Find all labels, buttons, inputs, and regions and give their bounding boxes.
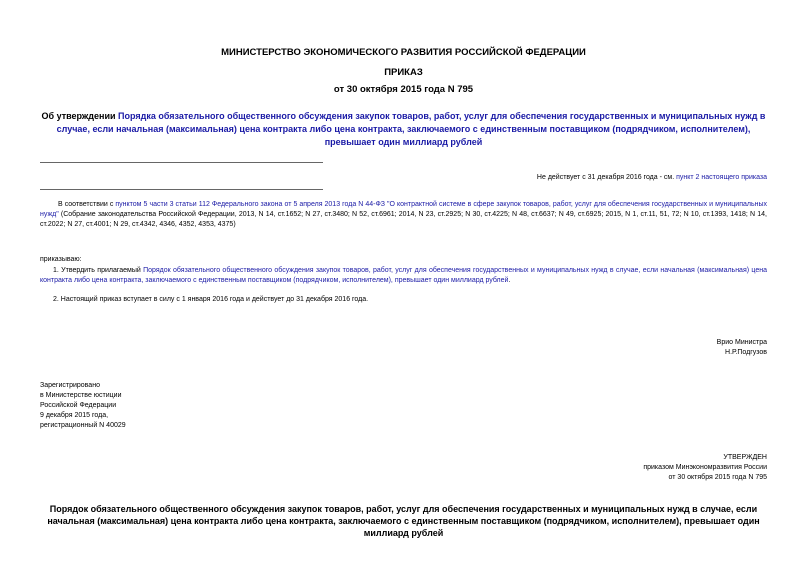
- registration-block: [40, 381, 290, 431]
- title-link[interactable]: Порядка обязательного общественного обсуждения закупок товаров, работ, услуг для обеспечения государственных и муниципальных нужд в случае, если начальная (максимальная) цена контракта либо цена контракта, заключаемого с единственным поставщиком (подрядчиком, исполнителем), превышает один миллиард рублей: [56, 111, 766, 147]
- preamble-law-link[interactable]: пунктом 5 части 3 статьи 112 Федерального закона от 5 апреля 2013 года N 44-ФЗ "О контрактной системе в сфере закупок товаров, работ, услуг для обеспечения государственных и муниципальных нужд": [40, 201, 768, 218]
- preamble-suffix: (Собрание законодательства Российской Федерации, 2013, N 14, ст.1652; N 27, ст.3480; N 52, ст.6961; 2014, N 23, ст.2925; N 30, ст.4225; N 48, ст.6637; N 49, ст.6925; 2015, N 1, ст.11, 51, 72; N 10, ст.1393, 1418; N 14, ст.2022; N 27, ст.4001; N 29, ст.4342, 4346, 4352, 4353, 4375): [40, 211, 767, 228]
- preamble-paragraph: [40, 200, 767, 230]
- approved-line: приказом Минэкономразвития России: [643, 464, 767, 471]
- order-word: приказываю:: [40, 256, 82, 263]
- document-title: [40, 110, 767, 149]
- registration-line: регистрационный N 40029: [40, 422, 126, 429]
- signature-name: Н.Р.Подгузов: [725, 349, 767, 356]
- status-link[interactable]: пункт 2 настоящего приказа: [676, 174, 767, 181]
- signature-position: Врио Министра: [716, 339, 767, 346]
- registration-line: 9 декабря 2015 года,: [40, 412, 109, 419]
- registration-line: Зарегистрировано: [40, 382, 100, 389]
- registration-line: в Министерстве юстиции: [40, 392, 122, 399]
- ministry-heading: МИНИСТЕРСТВО ЭКОНОМИЧЕСКОГО РАЗВИТИЯ РОССИЙСКОЙ ФЕДЕРАЦИИ: [221, 47, 586, 58]
- order-item-1: [40, 266, 767, 286]
- order-date: от 30 октября 2015 года N 795: [333, 84, 474, 95]
- registration-line: Российской Федерации: [40, 402, 117, 409]
- divider-bottom: [40, 189, 323, 190]
- order-item-2: 2. Настоящий приказ вступает в силу с 1 января 2016 года и действует до 31 декабря 2016 года.: [53, 296, 369, 303]
- signature-block: [500, 338, 767, 358]
- procedure-title: Порядок обязательного общественного обсуждения закупок товаров, работ, услуг для обеспечения государственных и муниципальных нужд в случае, если начальная (максимальная) цена контракта либо цена контракта, заключаемого с единственным поставщиком (подрядчиком, исполнителем), превышает один миллиард рублей: [47, 504, 760, 538]
- title-prefix: Об утверждении: [41, 111, 119, 121]
- item1-prefix: 1. Утвердить прилагаемый: [53, 267, 144, 274]
- divider-top: [40, 162, 323, 163]
- status-text: Не действует с 31 декабря 2016 года - см.: [536, 174, 677, 181]
- status-note: [40, 174, 767, 181]
- order-heading: ПРИКАЗ: [384, 67, 423, 78]
- preamble-prefix: В соответствии с: [58, 201, 116, 208]
- item1-link[interactable]: Порядок обязательного общественного обсуждения закупок товаров, работ, услуг для обеспечения государственных и муниципальных нужд в случае, если начальная (максимальная) цена контракта либо цена контракта, заключаемого с единственным поставщиком (подрядчиком, исполнителем), превышает один миллиард рублей: [40, 267, 767, 284]
- approved-line: УТВЕРЖДЕН: [723, 454, 767, 461]
- approved-line: от 30 октября 2015 года N 795: [668, 474, 767, 481]
- item1-suffix: .: [508, 277, 511, 284]
- approved-block: [500, 453, 767, 483]
